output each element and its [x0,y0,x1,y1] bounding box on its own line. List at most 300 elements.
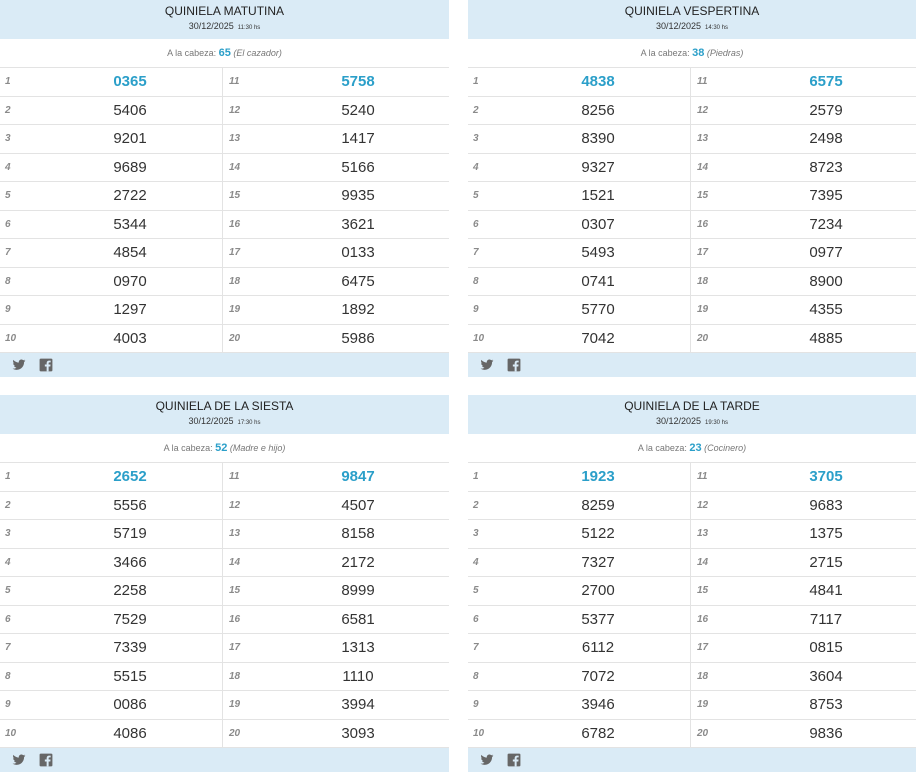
result-cell [0,663,223,691]
result-cell [468,125,691,153]
share-bar [0,748,449,772]
result-row [0,125,449,154]
result-number: 0307 [581,215,615,233]
result-cell [0,720,223,748]
draw-time: 11:30 hs [237,25,261,31]
result-number: 4355 [809,301,843,319]
result-number: 3621 [341,215,375,233]
result-row [0,296,449,325]
position-label: 4 [5,161,11,173]
draw-datetime [0,414,449,430]
position-label: 1 [473,471,479,483]
position-label: 1 [5,76,11,88]
result-cell [468,154,691,182]
position-label: 4 [5,556,11,568]
results-table [0,463,449,748]
position-label: 2 [473,499,479,511]
result-cell [691,154,916,182]
position-label: 1 [473,76,479,88]
result-row [468,720,916,749]
share-bar [468,353,916,377]
result-number: 3093 [341,724,375,742]
draw-date: 30/12/2025 [655,416,701,426]
result-number: 2498 [809,130,843,148]
head-label: A la cabeza: [640,48,690,58]
draw-time: 14:30 hs [705,25,729,31]
position-label: 13 [229,528,241,540]
result-cell [223,325,449,353]
result-number: 6475 [341,272,375,290]
result-row [0,577,449,606]
draw-panel [468,0,916,377]
position-label: 10 [5,727,17,739]
result-cell [691,68,916,96]
result-cell [691,211,916,239]
result-cell [0,97,223,125]
result-cell [0,211,223,239]
twitter-icon[interactable] [12,753,26,767]
result-cell [468,68,691,96]
position-label: 8 [473,275,479,287]
twitter-icon[interactable] [480,753,494,767]
draw-date: 30/12/2025 [188,416,234,426]
result-cell [468,520,691,548]
position-label: 8 [5,670,11,682]
result-row [468,68,916,97]
position-label: 19 [697,304,709,316]
result-number: 8390 [581,130,615,148]
result-number: 5986 [341,329,375,347]
result-number: 7117 [809,610,843,628]
result-row [0,211,449,240]
result-cell [691,296,916,324]
result-number: 3994 [341,696,375,714]
result-row [0,463,449,492]
head-number-line [0,434,449,463]
result-number: 5758 [341,73,375,91]
position-label: 15 [697,190,709,202]
position-label: 8 [5,275,11,287]
position-label: 10 [473,332,485,344]
result-number: 4086 [113,724,147,742]
result-cell [0,125,223,153]
result-number: 2722 [113,187,147,205]
position-label: 11 [229,471,240,483]
head-label: A la cabeza: [163,443,213,453]
position-label: 6 [473,218,479,230]
position-label: 10 [473,727,485,739]
result-row [468,463,916,492]
head-number: 65 [218,47,231,59]
result-number: 0365 [113,73,147,91]
result-number: 5515 [113,667,147,685]
facebook-icon[interactable] [39,753,53,767]
position-label: 20 [697,727,709,739]
head-number-line [468,434,916,463]
result-cell [468,720,691,748]
result-cell [223,296,449,324]
result-number: 5770 [581,301,615,319]
result-cell [468,463,691,491]
result-cell [223,492,449,520]
result-number: 1923 [581,468,615,486]
position-label: 13 [229,133,241,145]
position-label: 14 [697,556,709,568]
result-cell [468,606,691,634]
position-label: 9 [5,304,11,316]
result-row [0,97,449,126]
result-number: 8753 [809,696,843,714]
position-label: 18 [697,275,709,287]
position-label: 2 [5,104,11,116]
result-cell [223,211,449,239]
result-number: 5377 [581,610,615,628]
result-cell [223,182,449,210]
result-cell [0,296,223,324]
position-label: 7 [5,642,11,654]
result-number: 8999 [341,582,375,600]
position-label: 17 [697,642,709,654]
position-label: 2 [5,499,11,511]
result-cell [0,577,223,605]
result-number: 2715 [809,553,843,571]
position-label: 17 [229,642,241,654]
draw-time: 17:30 hs [237,420,261,426]
result-number: 8158 [341,525,375,543]
position-label: 19 [229,304,241,316]
position-label: 16 [697,218,709,230]
position-label: 14 [229,161,241,173]
result-row [468,606,916,635]
position-label: 7 [473,642,479,654]
result-cell [223,520,449,548]
position-label: 20 [697,332,709,344]
head-label: A la cabeza: [637,443,687,453]
result-number: 7234 [809,215,843,233]
result-row [468,492,916,521]
result-cell [468,296,691,324]
result-cell [0,691,223,719]
position-label: 4 [473,556,479,568]
position-label: 6 [473,613,479,625]
result-cell [0,325,223,353]
position-label: 13 [697,528,709,540]
position-label: 19 [229,699,241,711]
result-row [468,125,916,154]
result-cell [0,239,223,267]
result-row [0,606,449,635]
position-label: 5 [5,190,11,202]
result-cell [691,239,916,267]
result-row [0,239,449,268]
result-cell [223,691,449,719]
facebook-icon[interactable] [507,753,521,767]
result-row [0,520,449,549]
head-number-line [0,39,449,68]
result-cell [468,97,691,125]
result-cell [0,549,223,577]
result-row [468,577,916,606]
result-cell [468,663,691,691]
result-row [468,691,916,720]
position-label: 18 [697,670,709,682]
result-row [468,520,916,549]
result-number: 5493 [581,244,615,262]
head-meaning: (Piedras) [706,48,744,58]
result-number: 6112 [581,639,615,657]
draw-header [468,395,916,434]
position-label: 9 [473,699,479,711]
position-label: 16 [229,218,241,230]
result-row [468,549,916,578]
result-number: 9836 [809,724,843,742]
position-label: 7 [473,247,479,259]
result-number: 5719 [113,525,147,543]
result-cell [691,606,916,634]
position-label: 3 [473,528,479,540]
result-cell [0,68,223,96]
result-number: 9935 [341,187,375,205]
result-row [0,492,449,521]
result-number: 4841 [809,582,843,600]
result-row [468,268,916,297]
result-row [0,154,449,183]
draw-time: 19:30 hs [705,420,729,426]
share-bar [468,748,916,772]
result-number: 5406 [113,101,147,119]
draw-datetime [468,414,916,430]
result-cell [691,720,916,748]
result-cell [0,520,223,548]
result-number: 4838 [581,73,615,91]
result-cell [691,492,916,520]
position-label: 3 [473,133,479,145]
result-cell [0,606,223,634]
result-cell [691,268,916,296]
result-number: 1375 [809,525,843,543]
position-label: 14 [229,556,241,568]
result-number: 8256 [581,101,615,119]
result-row [0,182,449,211]
result-cell [691,577,916,605]
result-row [0,549,449,578]
draw-datetime [0,19,449,35]
result-cell [468,549,691,577]
result-cell [223,97,449,125]
position-label: 9 [473,304,479,316]
result-cell [468,691,691,719]
result-number: 5240 [341,101,375,119]
result-number: 3604 [809,667,843,685]
draw-date: 30/12/2025 [188,21,234,31]
result-number: 6782 [581,724,615,742]
result-number: 7395 [809,187,843,205]
draw-datetime [468,19,916,35]
result-cell [468,211,691,239]
result-cell [691,520,916,548]
result-number: 8900 [809,272,843,290]
result-number: 2579 [809,101,843,119]
position-label: 5 [473,190,479,202]
result-number: 7339 [113,639,147,657]
result-cell [0,463,223,491]
position-label: 13 [697,133,709,145]
result-row [0,634,449,663]
result-cell [223,239,449,267]
result-cell [691,691,916,719]
position-label: 17 [229,247,241,259]
head-meaning: (Cocinero) [704,443,747,453]
position-label: 16 [229,613,241,625]
result-number: 7327 [581,553,615,571]
result-cell [0,154,223,182]
position-label: 12 [229,499,241,511]
draw-title: QUINIELA DE LA SIESTA [155,399,294,413]
result-number: 8723 [809,158,843,176]
result-cell [0,634,223,662]
result-cell [691,634,916,662]
result-number: 7529 [113,610,147,628]
result-number: 1521 [581,187,615,205]
result-cell [468,239,691,267]
result-cell [468,492,691,520]
position-label: 15 [697,585,709,597]
result-row [0,663,449,692]
result-cell [468,577,691,605]
position-label: 6 [5,613,11,625]
position-label: 10 [5,332,17,344]
result-row [468,325,916,354]
result-cell [223,606,449,634]
result-cell [223,549,449,577]
result-number: 9683 [809,496,843,514]
result-number: 4003 [113,329,147,347]
result-cell [691,663,916,691]
position-label: 20 [229,727,241,739]
draw-date: 30/12/2025 [655,21,701,31]
position-label: 6 [5,218,11,230]
head-number: 23 [689,442,702,454]
result-number: 5344 [113,215,147,233]
result-row [468,239,916,268]
result-number: 0133 [341,244,375,262]
position-label: 5 [473,585,479,597]
result-cell [468,325,691,353]
results-table [0,68,449,353]
result-cell [691,463,916,491]
position-label: 8 [473,670,479,682]
result-number: 3946 [581,696,615,714]
result-cell [468,634,691,662]
result-row [468,211,916,240]
result-cell [691,549,916,577]
result-row [0,268,449,297]
result-cell [468,182,691,210]
result-number: 8259 [581,496,615,514]
result-cell [223,125,449,153]
head-meaning: (El cazador) [233,48,282,58]
result-row [0,325,449,354]
result-cell [223,720,449,748]
result-row [468,634,916,663]
result-number: 4885 [809,329,843,347]
position-label: 11 [697,76,708,88]
result-cell [223,154,449,182]
result-number: 0741 [581,272,615,290]
result-row [468,97,916,126]
position-label: 16 [697,613,709,625]
result-number: 2172 [341,553,375,571]
result-number: 9847 [341,468,375,486]
result-cell [223,634,449,662]
result-row [468,154,916,183]
result-cell [468,268,691,296]
result-number: 7042 [581,329,615,347]
result-number: 1313 [341,639,375,657]
head-number: 38 [692,47,705,59]
twitter-icon[interactable] [480,358,494,372]
result-number: 0977 [809,244,843,262]
draw-title: QUINIELA MATUTINA [164,4,285,18]
result-cell [223,577,449,605]
position-label: 3 [5,133,11,145]
draw-header [468,0,916,39]
results-table [468,463,916,748]
result-number: 2700 [581,582,615,600]
result-cell [0,182,223,210]
result-number: 5556 [113,496,147,514]
result-number: 5122 [581,525,615,543]
result-number: 3466 [113,553,147,571]
result-cell [691,182,916,210]
position-label: 18 [229,670,241,682]
position-label: 14 [697,161,709,173]
position-label: 3 [5,528,11,540]
position-label: 19 [697,699,709,711]
draw-title: QUINIELA VESPERTINA [624,4,760,18]
result-row [0,691,449,720]
position-label: 2 [473,104,479,116]
results-table [468,68,916,353]
result-cell [223,268,449,296]
position-label: 12 [229,104,241,116]
result-number: 0970 [113,272,147,290]
position-label: 1 [5,471,11,483]
facebook-icon[interactable] [39,358,53,372]
position-label: 18 [229,275,241,287]
position-label: 11 [229,76,240,88]
head-number-line [468,39,916,68]
result-cell [691,125,916,153]
share-bar [0,353,449,377]
result-row [468,663,916,692]
result-number: 4507 [341,496,375,514]
head-number: 52 [215,442,228,454]
twitter-icon[interactable] [12,358,26,372]
result-row [468,182,916,211]
head-label: A la cabeza: [167,48,217,58]
result-row [0,68,449,97]
result-number: 1417 [341,130,375,148]
draw-panel [0,395,449,772]
draw-title: QUINIELA DE LA TARDE [624,399,760,413]
result-cell [223,663,449,691]
facebook-icon[interactable] [507,358,521,372]
result-number: 9327 [581,158,615,176]
head-meaning: (Madre e hijo) [229,443,286,453]
position-label: 12 [697,104,709,116]
result-number: 2258 [113,582,147,600]
